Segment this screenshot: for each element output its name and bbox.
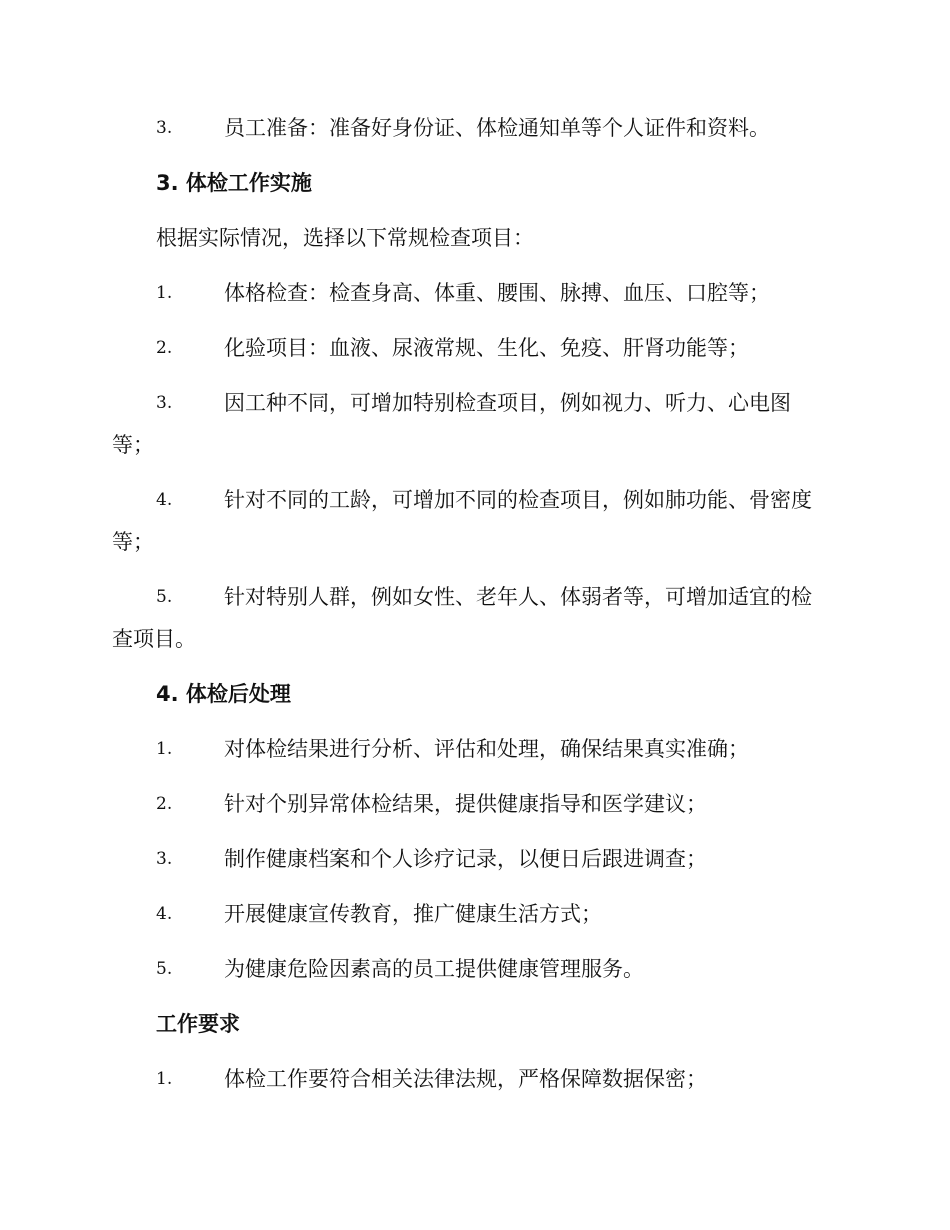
list-number: 5.: [156, 587, 173, 607]
list-item-continuation: 查项目。: [112, 627, 196, 651]
list-number: 3.: [156, 849, 173, 869]
list-item-text: 对体检结果进行分析、评估和处理，确保结果真实准确；: [224, 737, 749, 761]
list-item-text: 制作健康档案和个人诊疗记录，以便日后跟进调查；: [224, 847, 707, 871]
list-item-text: 体检工作要符合相关法律法规，严格保障数据保密；: [224, 1067, 707, 1091]
list-number: 4.: [156, 904, 173, 924]
list-item-text: 针对个别异常体检结果，提供健康指导和医学建议；: [224, 792, 707, 816]
list-item-continuation: 等；: [112, 433, 154, 457]
list-number: 3.: [156, 393, 173, 413]
list-item-text: 员工准备：准备好身份证、体检通知单等个人证件和资料。: [224, 116, 770, 140]
list-item-text: 开展健康宣传教育，推广健康生活方式；: [224, 902, 602, 926]
list-number: 1.: [156, 283, 173, 303]
list-number: 3.: [156, 118, 173, 138]
list-number: 2.: [156, 338, 173, 358]
list-number: 4.: [156, 490, 173, 510]
list-item-text: 体格检查：检查身高、体重、腰围、脉搏、血压、口腔等；: [224, 281, 770, 305]
list-item-text: 因工种不同，可增加特别检查项目，例如视力、听力、心电图: [224, 391, 791, 415]
list-number: 1.: [156, 1069, 173, 1089]
list-number: 1.: [156, 739, 173, 759]
list-item-text: 针对不同的工龄，可增加不同的检查项目，例如肺功能、骨密度: [224, 488, 812, 512]
list-item-text: 针对特别人群，例如女性、老年人、体弱者等，可增加适宜的检: [224, 585, 812, 609]
section-heading: 3. 体检工作实施: [156, 171, 312, 195]
section-heading: 工作要求: [156, 1012, 240, 1036]
list-number: 2.: [156, 794, 173, 814]
list-item-continuation: 等；: [112, 530, 154, 554]
list-item-text: 化验项目：血液、尿液常规、生化、免疫、肝肾功能等；: [224, 336, 749, 360]
section-heading: 4. 体检后处理: [156, 682, 291, 706]
list-number: 5.: [156, 959, 173, 979]
list-item-text: 为健康危险因素高的员工提供健康管理服务。: [224, 957, 644, 981]
paragraph: 根据实际情况，选择以下常规检查项目：: [156, 226, 534, 250]
